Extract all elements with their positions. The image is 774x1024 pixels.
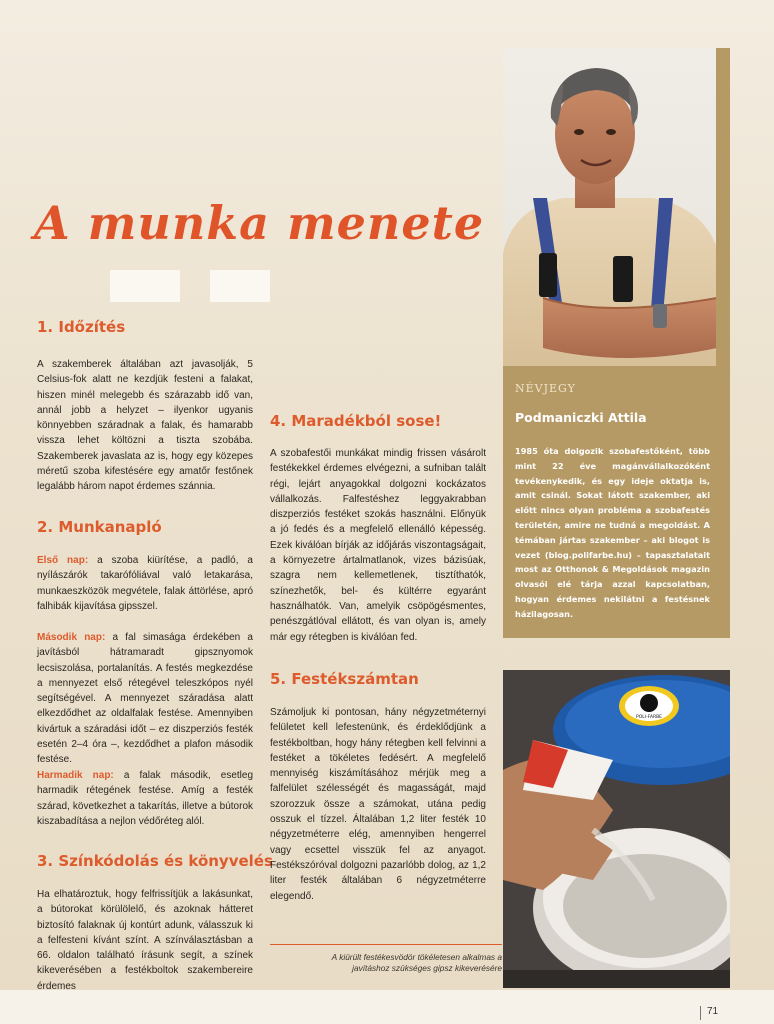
section-title-timing: 1. Időzítés (37, 318, 126, 336)
page-margin (0, 990, 774, 1024)
section-text-color-coding: Ha elhatároztuk, hogy felfrissítjük a lakásunkat, a bútorokat körülölelő, és azoknak hátteret biztosító falaknak új kontúrt adunk, válasszuk ki a felfesteni kívánt színt. A színválasztásban a 66. oldalon található írásunk segít, a színek kikeverésében a festékboltok szakembereire érdemes (37, 889, 253, 992)
page-number-rule (700, 1006, 701, 1020)
section-text-timing: A szakemberek általában azt javasolják, 5 Celsius-fok alatt ne kezdjük festeni a falakat, hiszen minél melegebb és szárazabb idő van, annál jobb a helyzet – ilyenkor ugyanis könnyebben száradnak a falak, és hamarabb vissza lehet költözni a tiszta szobába. Szakemberek javaslata az is, hogy egy közepes méretű szoba kifestésére egy amatőr festőnek legalább három napot érdemes szánnia. (37, 359, 253, 493)
paint-bucket-photo (503, 670, 730, 988)
background-highlight (210, 270, 270, 302)
background-highlight (110, 270, 180, 302)
day-3-text: a falak második, esetleg harmadik rétegének festése. Amíg a festék szárad, következhet a takarítás, illetve a bútorok kiszabadítása a nejlon védőréteg alól. (37, 770, 253, 827)
bucket-illustration (503, 670, 730, 988)
bio-kicker: NÉVJEGY (515, 382, 576, 395)
section-title-color-coding: 3. Színkódolás és könyvelés (37, 852, 273, 870)
work-log-day-3 (37, 768, 253, 829)
day-3-label: Harmadik nap: (37, 770, 114, 781)
day-2-text: a fal simasága érdekében a javításból hátramaradt gipsznyomok lecsiszolása, portalanítás. A festés megkezdése a mennyezet első rétegével teleszkópos nyél segítségével. A mennyezet száradása alatt elkezdődhet az oldalfalak festése. Amennyiben kivártuk a száradási időt – ez diszperziós festék esetén 2–4 óra –, kezdődhet a plafon második festése. (37, 632, 253, 766)
author-portrait-photo (503, 48, 717, 368)
day-1-label: Első nap: (37, 555, 89, 566)
accent-bar (716, 48, 730, 638)
day-2-label: Második nap: (37, 632, 106, 643)
section-text-leftovers: A szobafestői munkákat mindig frissen vásárolt festékekkel érdemes elvégezni, a sufniban talált régi, lejárt anyagokkal dolgozni kockázatos vállalkozás. Falfestéshez leggyakrabban diszperziós festéket szokás használni. Előnyük a jó fedés és a megfelelő ellenálló képesség. Ezek kiválóan bírják az időjárás viszontagságait, a környezetre ártalmatlanok, vizes bázisúak, szagra nem kellemetlenek, tisztíthatók, színezhetők, bel- és kültérre egyaránt használhatók. Van, amelyik csöpögésmentes, penészgátlóval ellátott, és van olyan is, amely már egy rétegben is kiválóan fed. (270, 448, 486, 643)
page-number: 71 (707, 1006, 719, 1017)
section-title-leftovers: 4. Maradékból sose! (270, 412, 442, 430)
caption-rule (270, 944, 502, 945)
author-bio-box (503, 366, 716, 638)
author-name: Podmaniczki Attila (515, 410, 647, 425)
photo-caption: A kiürült festékesvödör tökéletesen alkalmas a javításhoz szükséges gipsz kikeverésére (331, 952, 502, 973)
bio-text: 1985 óta dolgozik szobafestőként, több mint 22 éve magánvállalkozóként tevékenykedik, és egy ideje oktatja is, amit csinál. Sokat látott szakember, aki előtt nincs olyan probléma a szobafestés területén, amire ne tudná a megoldást. A témában jártas szakember – aki blogot is vezet (blog.polifarbe.hu) – tapasztalatait most az Otthonok & Megoldások magazin olvasói elé tárja azzal kapcsolatban, hogyan érdemes nekilátni a festésnek házilagosan. (515, 446, 710, 619)
section-title-work-log: 2. Munkanapló (37, 518, 162, 536)
day-1-text: a szoba kiürítése, a padló, a nyílászárók takarófóliával való letakarása, munkaeszközök megvétele, falak áttörlése, apró falhibák kijavítása gipsszel. (37, 555, 253, 612)
work-log-day-1 (37, 553, 253, 614)
section-title-paint-math: 5. Festékszámtan (270, 670, 419, 688)
portrait-illustration (503, 48, 717, 368)
article-headline: A munka menete (34, 196, 485, 250)
work-log-day-2 (37, 630, 253, 768)
bucket-logo-text: POLI-FARBE (635, 715, 663, 720)
section-text-paint-math: Számoljuk ki pontosan, hány négyzetméternyi felületet kell lefestenünk, és érdeklődjünk a festékboltban, hogy hány rétegben kell felvinni a festéket a tökéletes fedésért. A megfelelő mennyiség kiszámításához mérjük meg a falfelület szélességét és magasságát, majd szorozzuk össze a számokat, utána pedig osszuk el tízzel. Általában 1,2 liter festék 10 négyzetméterre elég, amennyiben hengerrel vagy ecsettel visszük fel az anyagot. Festékszóróval dolgozni pazarlóbb dolog, az 1,2 liter festék általában 6 négyzetméterre elegendő. (270, 707, 486, 902)
